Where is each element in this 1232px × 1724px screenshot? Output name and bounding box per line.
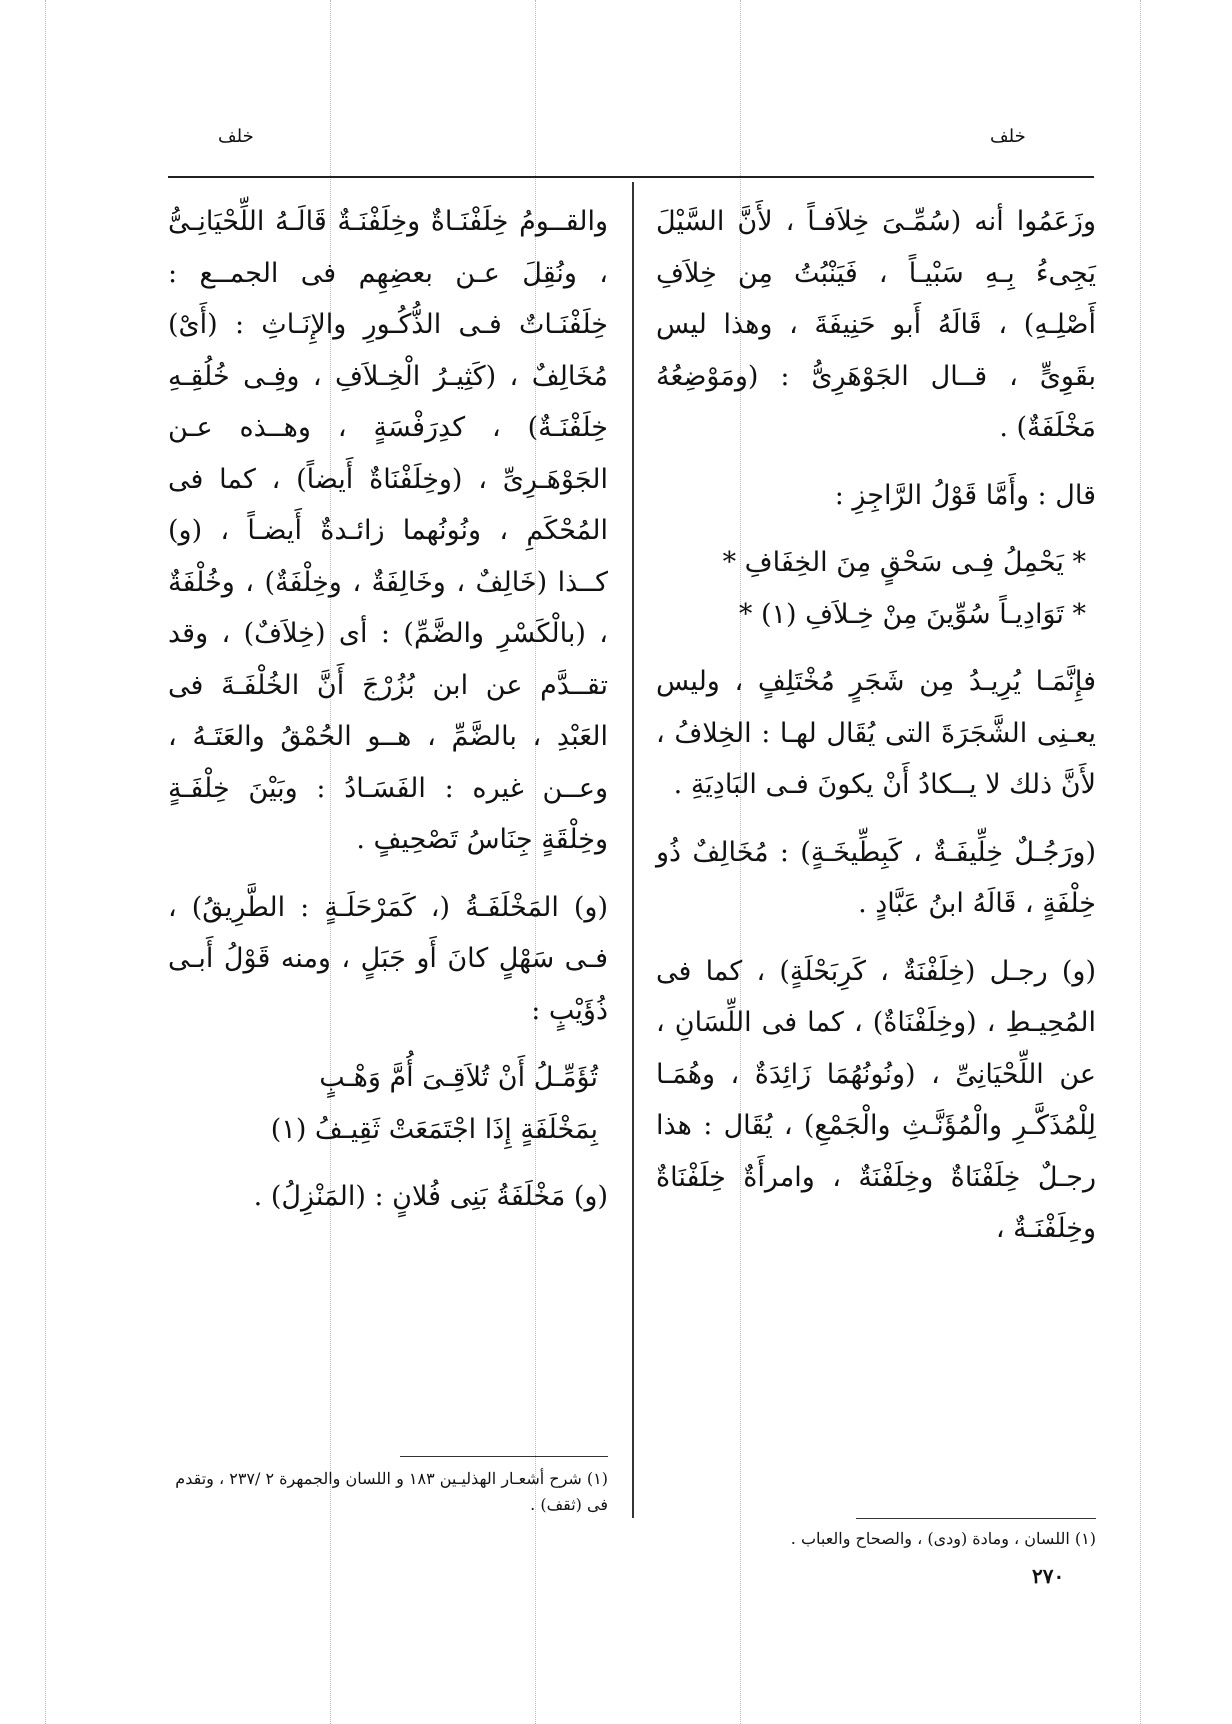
paragraph: فإِنَّمَـا يُرِيـدُ مِن شَجَرٍ مُخْتَلِفٍ ، وليس يعـنِى الشَّجَرَةَ التى يُقَال لهـا : الخِلافُ ، لأَنَّ ذلك لا يــكادُ أَنْ يكونَ فـى البَادِيَةِ .: [656, 666, 1096, 800]
page-number: ٢٧٠: [1032, 1564, 1065, 1588]
paragraph: والقــومُ خِلَفْنَـاةٌ وخِلَفْنَـةٌ قَالَـهُ اللِّحْيَانِـىُّ ، ونُقِلَ عـن بعضِهِم فى الجمــع : خِلَفْنَـاتٌ فـى الذُّكُـورِ والإِنَـاثِ : (أَىْ) مُخَالِفٌ ، (كَثِيـرُ الْخِـلاَفِ ، وفِـى خُلُقِـهِ خِلَفْنَـةٌ) ، كدِرَفْسَةٍ ، وهــذه عـن الجَوْهَـرِىِّ ، (وخِلَفْنَاةٌ أَيضاً) ، كما فى المُحْكَمِ ، ونُونُهما زائـدةٌ أَيضـاً ، (و) كــذا (خَالِفٌ ، وخَالِفَةٌ ، وخِلْفَةٌ) ، وخُلْفَةٌ ، (بالْكَسْرِ والضَّمِّ) : أى (خِلاَفٌ) ، وقد تقــدَّم عن ابن بُزُرْجَ أَنَّ الخُلْفَـةَ فى العَبْدِ ، بالضَّمِّ ، هــو الحُمْقُ والعَتَـهُ ، وعــن غيره : الفَسَـادُ : وبَيْنَ خِلْفَـةٍ وخِلْقَةٍ جِنَاسُ تَصْحِيفٍ .: [168, 206, 608, 855]
footnote-rule: [856, 1518, 1096, 1519]
header-rule: [168, 176, 1094, 178]
verse-line: بِمَخْلَفَةٍ إِذَا اجْتَمَعَتْ ثَقِيـفُ (١): [270, 1113, 598, 1145]
verse-line: تُؤَمِّـلُ أَنْ تُلاَقِـىَ أُمَّ وَهْـبٍ: [319, 1062, 598, 1093]
paragraph: (و) مَخْلَفَةُ بَنِى فُلانٍ : (المَنْزِلُ) .: [253, 1181, 608, 1212]
running-head-right: خلف: [990, 126, 1026, 147]
paragraph: (و) رجـل (خِلَفْنَةٌ ، كَرِبَحْلَةٍ) ، كما فى المُحِيـطِ ، (وخِلَفْنَاةٌ) ، كما فى اللِّسَانِ ، عن اللِّحْيَانِىِّ ، (ونُونُهُمَا زَائِدَةٌ ، وهُمَـا لِلْمُذَكَّـرِ والْمُؤَنَّـثِ والْجَمْعِ) ، يُقَال : هذا رجـلٌ خِلَفْنَاةٌ وخِلَفْنَةٌ ، وامرأَةٌ خِلَفْنَاةٌ وخِلَفْنَـةٌ ،: [656, 955, 1096, 1244]
paragraph: (ورَجُـلٌ خِلِّيفَـةٌ ، كَبِطِّيخَـةٍ) : مُخَالِفٌ ذُو خِلْفَةٍ ، قَالَهُ ابنُ عَبَّادٍ .: [656, 836, 1096, 919]
left-column: [168, 196, 608, 1239]
verse-line: * يَحْمِلُ فِـى سَحْقٍ مِنَ الخِفَافِ *: [722, 547, 1086, 578]
footnote-left: (١) شرح أشعـار الهذليـين ١٨٣ و اللسان والجمهرة ٢ /٢٣٧ ، وتقدم فى (ثقف) .: [175, 1469, 608, 1514]
paragraph: (و) المَخْلَفَـةُ (، كَمَرْحَلَـةٍ : الطَّرِيقُ) ، فـى سَهْلٍ كانَ أَو جَبَلٍ ، ومنه قَوْلُ أَبـى ذُؤَيْبٍ :: [168, 891, 608, 1026]
right-column: [656, 196, 1096, 1271]
footnote-rule: [400, 1456, 608, 1457]
paragraph: قال : وأَمَّا قَوْلُ الرَّاجِزِ :: [834, 479, 1096, 511]
verse-line: * تَوَادِيـاً سُوِّينَ مِنْ خِـلاَفِ (١) *: [738, 598, 1086, 630]
running-head-left: خلف: [218, 126, 254, 147]
footnote-right: (١) اللسان ، ومادة (ودى) ، والصحاح والعباب .: [790, 1529, 1096, 1548]
paragraph: وزَعَمُوا أنه (سُمِّـىَ خِلاَفـاً ، لأَنَّ السَّيْلَ يَجِىءُ بِـهِ سَبْيـاً ، فَيَنْبُتُ مِن خِلاَفِ أَصْلِـهِ) ، قَالَهُ أَبو حَنِيفَةَ ، وهذا ليس بقَوِىٍّ ، قــال الجَوْهَرِىُّ : (ومَوْضِعُهُ مَخْلَفَةٌ) .: [656, 206, 1096, 443]
scan-guide-line: [1140, 0, 1141, 1724]
column-divider: [632, 182, 634, 1518]
scan-guide-line: [45, 0, 46, 1724]
